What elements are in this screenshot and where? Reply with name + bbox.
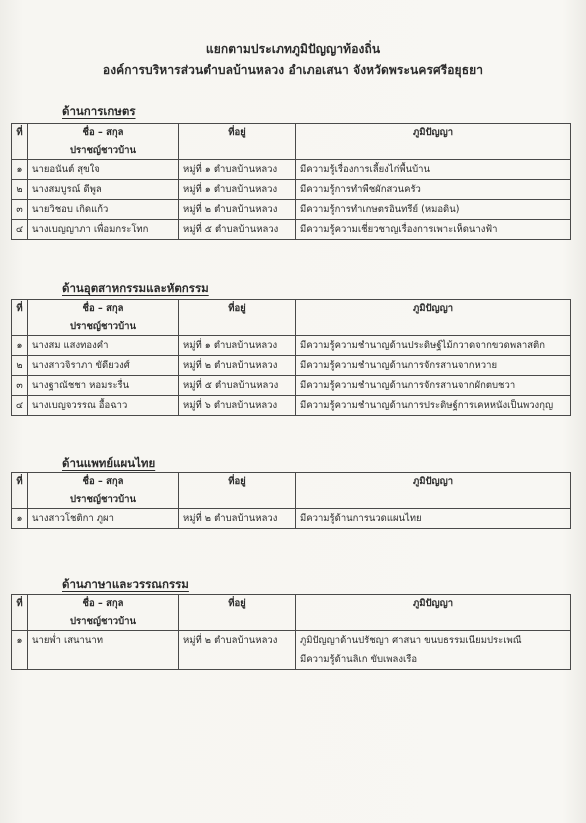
table-agriculture <box>11 123 571 240</box>
row-name: นางฐาณัชชา หอมระรื่น <box>28 376 179 396</box>
row-name: นางสมบูรณ์ ดีพูล <box>28 180 179 200</box>
col-header-name-line2: ปราชญ์ชาวบ้าน <box>28 491 179 509</box>
section-title-industry-handicraft: ด้านอุตสาหกรรมและหัตกรรม <box>62 281 209 295</box>
row-address: หมู่ที่ ๑ ตำบลบ้านหลวง <box>179 160 296 180</box>
col-header-address: ที่อยู่ <box>179 473 296 492</box>
col-header-name-line2: ปราชญ์ชาวบ้าน <box>28 142 179 160</box>
row-wisdom: มีความรู้ความชำนาญด้านการจักรสานจากผักตบชวา <box>296 376 571 396</box>
table-row <box>12 509 571 529</box>
row-name: นายวิชอบ เกิดแก้ว <box>28 200 179 220</box>
table-thai-medicine <box>11 472 571 529</box>
col-header-no-cont <box>12 142 28 160</box>
row-wisdom: มีความรู้การทำเกษตรอินทรีย์ (หมอดิน) <box>296 200 571 220</box>
col-header-wisdom: ภูมิปัญญา <box>296 473 571 492</box>
row-wisdom <box>296 631 571 670</box>
col-header-no-cont <box>12 318 28 336</box>
row-address: หมู่ที่ ๒ ตำบลบ้านหลวง <box>179 356 296 376</box>
col-header-no-cont <box>12 613 28 631</box>
row-no: ๔ <box>12 220 28 240</box>
col-header-name: ชื่อ – สกุล <box>28 473 179 492</box>
row-address: หมู่ที่ ๕ ตำบลบ้านหลวง <box>179 220 296 240</box>
col-header-no-cont <box>12 491 28 509</box>
section-title-thai-medicine: ด้านแพทย์แผนไทย <box>62 456 156 470</box>
table-industry-handicraft <box>11 299 571 416</box>
row-address: หมู่ที่ ๕ ตำบลบ้านหลวง <box>179 376 296 396</box>
row-wisdom: มีความรู้ความชำนาญด้านประดิษฐ์ไม้กวาดจากขวดพลาสติก <box>296 336 571 356</box>
table-row <box>12 200 571 220</box>
col-header-address-cont <box>179 318 296 336</box>
col-header-wisdom-cont <box>296 613 571 631</box>
col-header-name-line2: ปราชญ์ชาวบ้าน <box>28 613 179 631</box>
table-row <box>12 356 571 376</box>
row-no: ๒ <box>12 356 28 376</box>
row-no: ๑ <box>12 160 28 180</box>
document-subtitle: องค์การบริหารส่วนตำบลบ้านหลวง อำเภอเสนา จังหวัดพระนครศรีอยุธยา <box>102 63 484 77</box>
row-address: หมู่ที่ ๒ ตำบลบ้านหลวง <box>179 509 296 529</box>
row-wisdom: มีความรู้ความชำนาญด้านการจักรสานจากหวาย <box>296 356 571 376</box>
row-wisdom: มีความรู้ความชำนาญด้านการประดิษฐ์การเคหหนังเป็นพวงกุญ <box>296 396 571 416</box>
row-address: หมู่ที่ ๒ ตำบลบ้านหลวง <box>179 631 296 670</box>
row-name: นางเบญจวรรณ อื้อฉาว <box>28 396 179 416</box>
col-header-address: ที่อยู่ <box>179 300 296 319</box>
col-header-no: ที่ <box>12 124 28 143</box>
row-no: ๓ <box>12 200 28 220</box>
col-header-address: ที่อยู่ <box>179 124 296 143</box>
col-header-wisdom: ภูมิปัญญา <box>296 300 571 319</box>
row-address: หมู่ที่ ๑ ตำบลบ้านหลวง <box>179 336 296 356</box>
table-language-literature <box>11 594 571 670</box>
section-title-language-literature: ด้านภาษาและวรรณกรรม <box>62 577 189 591</box>
row-wisdom: มีความรู้ด้านการนวดแผนไทย <box>296 509 571 529</box>
col-header-address: ที่อยู่ <box>179 595 296 614</box>
row-no: ๔ <box>12 396 28 416</box>
table-row <box>12 631 571 670</box>
col-header-wisdom: ภูมิปัญญา <box>296 124 571 143</box>
section-title-agriculture: ด้านการเกษตร <box>62 104 136 118</box>
table-row <box>12 336 571 356</box>
col-header-wisdom-cont <box>296 491 571 509</box>
row-wisdom: มีความรู้ความเชี่ยวชาญเรื่องการเพาะเห็ดนางฟ้า <box>296 220 571 240</box>
row-wisdom: มีความรู้เรื่องการเลี้ยงไก่พื้นบ้าน <box>296 160 571 180</box>
row-name: นางสาวจิราภา ขัดียวงศ์ <box>28 356 179 376</box>
col-header-wisdom-cont <box>296 142 571 160</box>
row-name: นางสาวโชติกา ภูผา <box>28 509 179 529</box>
col-header-address-cont <box>179 491 296 509</box>
row-no: ๒ <box>12 180 28 200</box>
row-address: หมู่ที่ ๖ ตำบลบ้านหลวง <box>179 396 296 416</box>
row-address: หมู่ที่ ๑ ตำบลบ้านหลวง <box>179 180 296 200</box>
col-header-name: ชื่อ – สกุล <box>28 124 179 143</box>
row-wisdom-line2: มีความรู้ด้านลิเก ขับเพลงเรือ <box>300 654 418 665</box>
row-no: ๑ <box>12 631 28 670</box>
row-name: นายพ่ำ เสนานาท <box>28 631 179 670</box>
col-header-name: ชื่อ – สกุล <box>28 300 179 319</box>
table-row <box>12 180 571 200</box>
table-row <box>12 396 571 416</box>
document-title: แยกตามประเภทภูมิปัญญาท้องถิ่น <box>205 42 381 56</box>
col-header-wisdom: ภูมิปัญญา <box>296 595 571 614</box>
row-no: ๓ <box>12 376 28 396</box>
col-header-no: ที่ <box>12 595 28 614</box>
col-header-no: ที่ <box>12 473 28 492</box>
row-name: นายอนันต์ สุขใจ <box>28 160 179 180</box>
col-header-name-line2: ปราชญ์ชาวบ้าน <box>28 318 179 336</box>
row-no: ๑ <box>12 336 28 356</box>
col-header-name: ชื่อ – สกุล <box>28 595 179 614</box>
row-name: นางเบญญาภา เพื่อมกระโทก <box>28 220 179 240</box>
table-row <box>12 376 571 396</box>
col-header-no: ที่ <box>12 300 28 319</box>
col-header-address-cont <box>179 142 296 160</box>
row-name: นางสม แสงทองคำ <box>28 336 179 356</box>
table-row <box>12 160 571 180</box>
row-no: ๑ <box>12 509 28 529</box>
col-header-address-cont <box>179 613 296 631</box>
col-header-wisdom-cont <box>296 318 571 336</box>
row-wisdom-line1: ภูมิปัญญาด้านปรัชญา ศาสนา ขนบธรรมเนียมประเพณี <box>300 635 522 646</box>
row-wisdom: มีความรู้การทำพืชผักสวนครัว <box>296 180 571 200</box>
table-row <box>12 220 571 240</box>
row-address: หมู่ที่ ๒ ตำบลบ้านหลวง <box>179 200 296 220</box>
